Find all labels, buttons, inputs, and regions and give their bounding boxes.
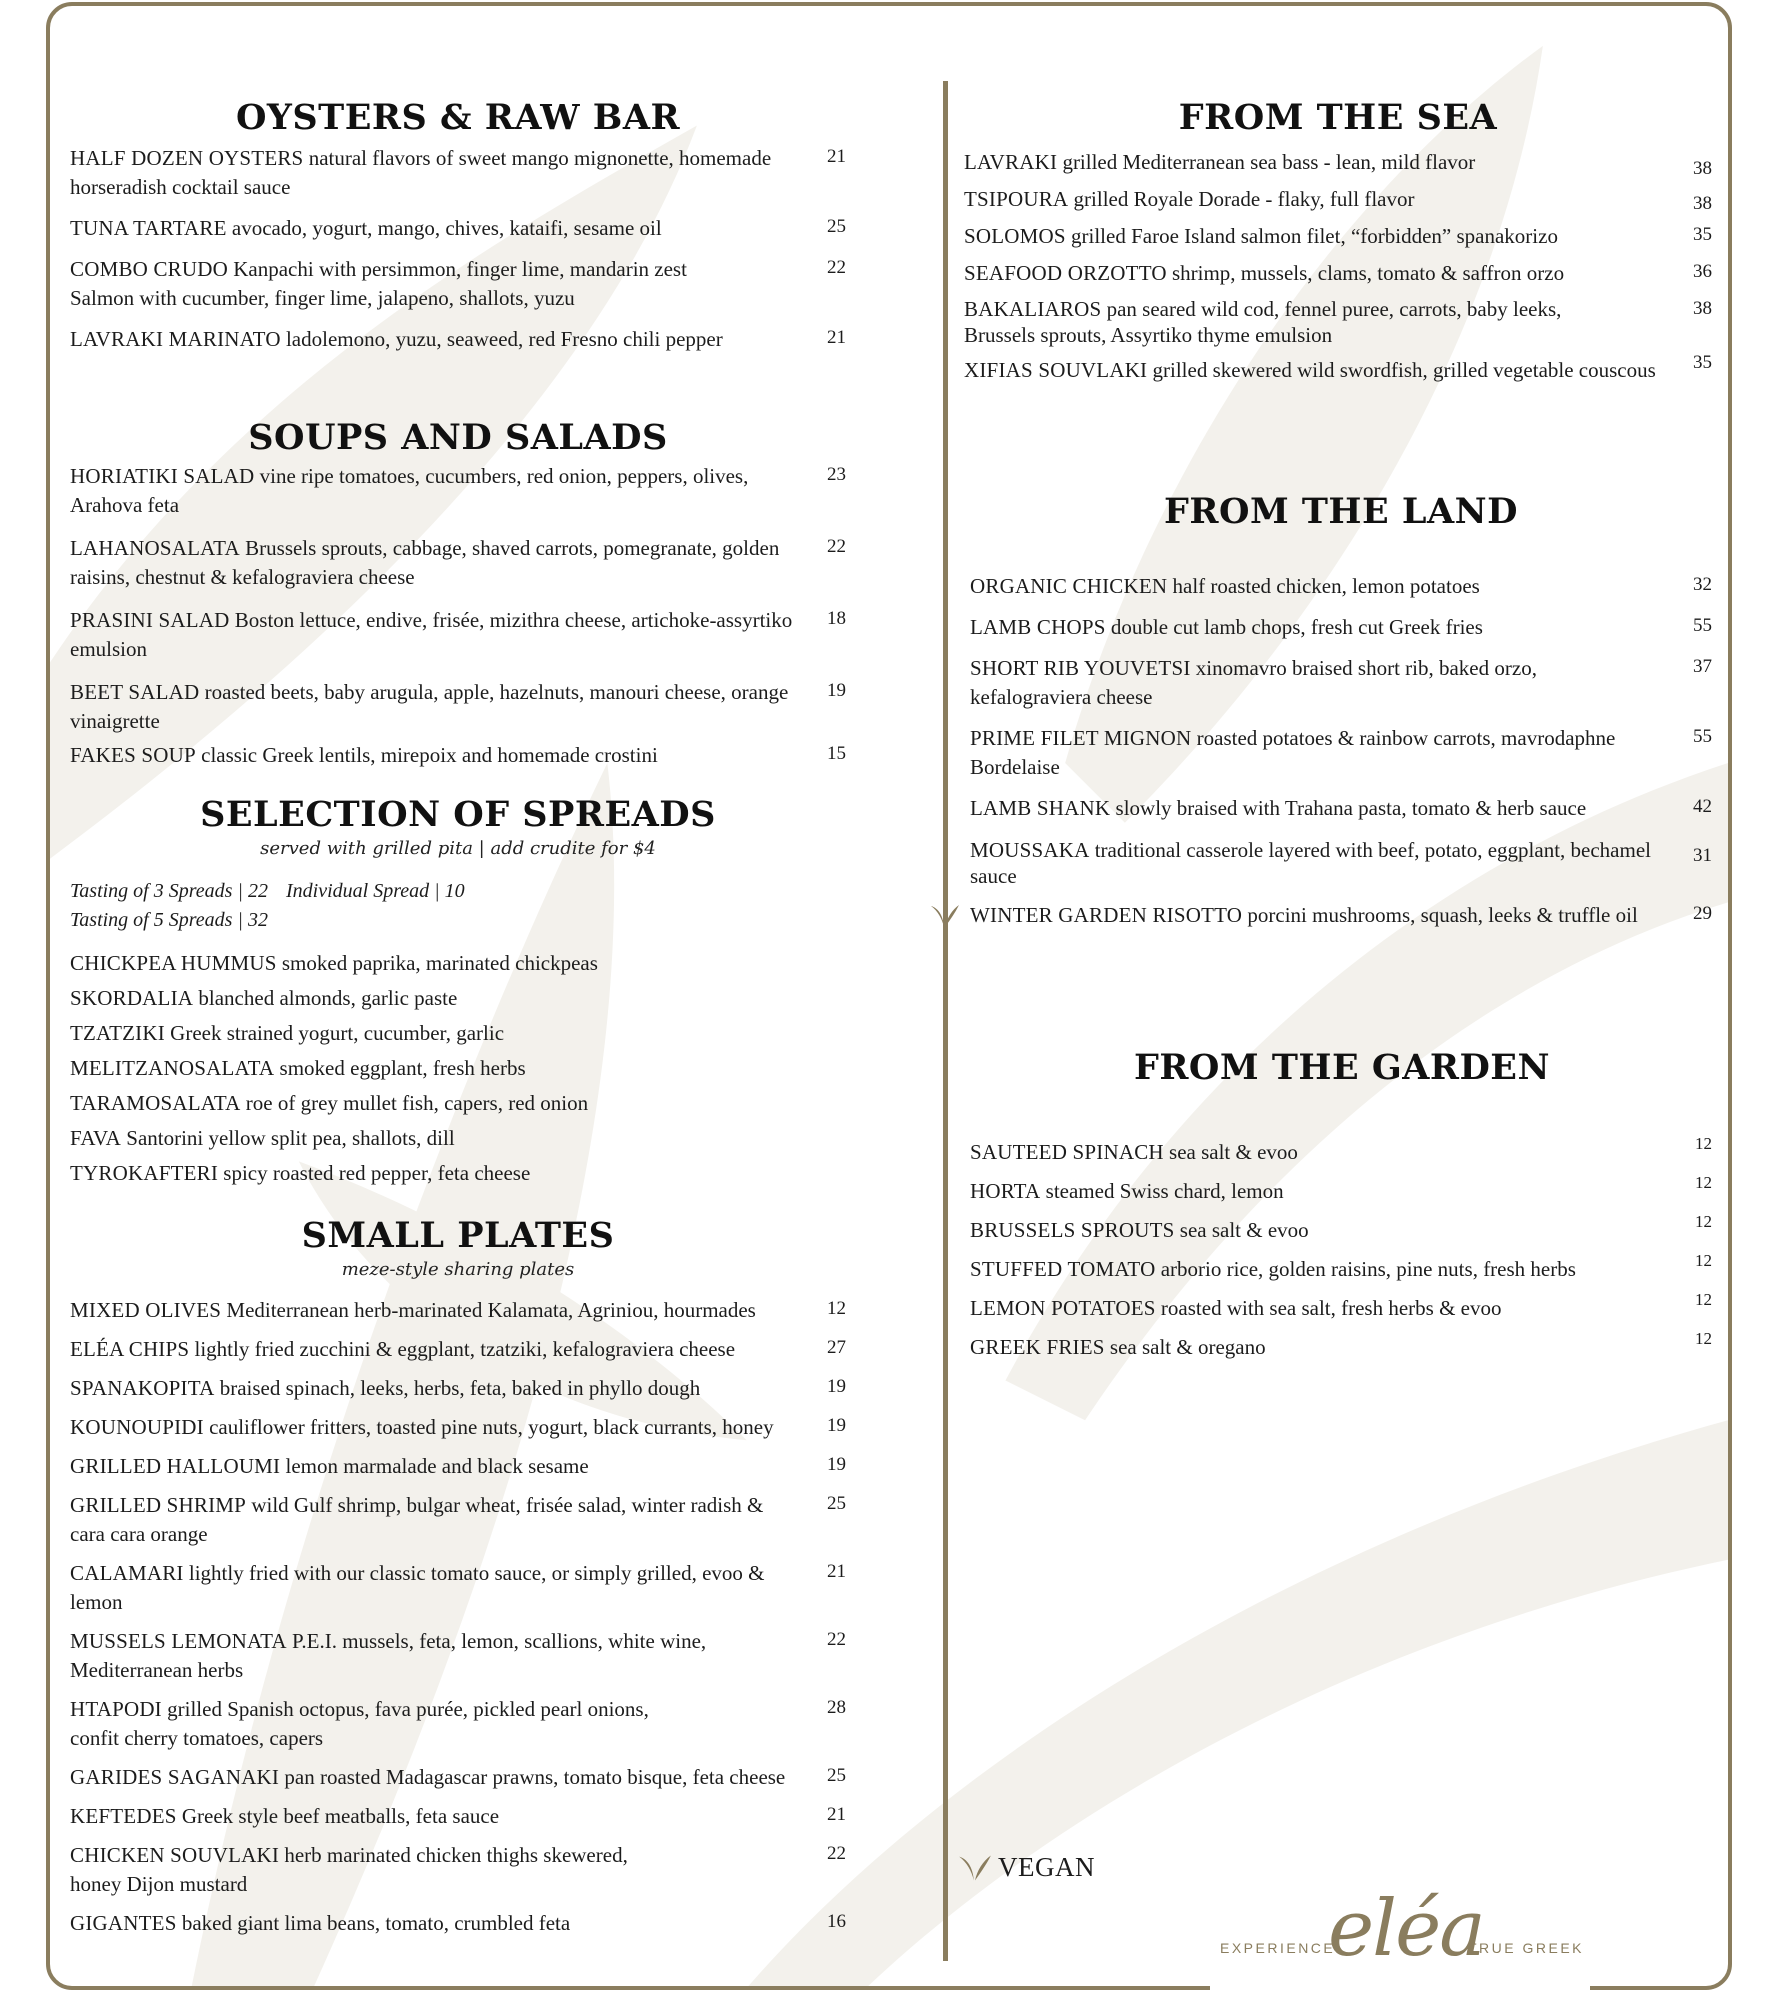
item-price: 18 xyxy=(827,608,846,629)
item-name: MOUSSAKA xyxy=(970,838,1090,862)
item-desc: Greek style beef meatballs, feta sauce xyxy=(181,1804,500,1828)
item-name: TYROKAFTERI xyxy=(70,1161,219,1185)
item-price: 36 xyxy=(1693,261,1712,282)
item-desc: spicy roasted red pepper, feta cheese xyxy=(223,1161,531,1185)
menu-item xyxy=(70,678,846,736)
item-price: 21 xyxy=(827,146,846,167)
section-subtitle: meze-style sharing plates xyxy=(341,1259,575,1280)
item-desc: lemon marmalade and black sesame xyxy=(285,1454,589,1478)
item-name: BRUSSELS SPROUTS xyxy=(970,1218,1175,1242)
item-desc: Mediterranean herb-marinated Kalamata, Agriniou, hourmades xyxy=(226,1298,756,1322)
section-from-the-garden xyxy=(964,1048,1712,1362)
item-price: 21 xyxy=(827,1561,846,1582)
item-price: 35 xyxy=(1693,224,1712,245)
item-price: 12 xyxy=(1695,1251,1712,1270)
leaf-icon xyxy=(958,1853,992,1883)
item-desc: ladolemono, yuzu, seaweed, red Fresno chili pepper xyxy=(285,327,723,351)
item-name: ELÉA CHIPS xyxy=(70,1337,190,1361)
item-name: LAHANOSALATA xyxy=(70,536,240,560)
item-desc: arborio rice, golden raisins, pine nuts, fresh herbs xyxy=(1160,1257,1576,1281)
section-spreads xyxy=(70,795,846,1188)
item-name: MIXED OLIVES xyxy=(70,1298,222,1322)
item-price: 55 xyxy=(1693,615,1712,636)
menu-item xyxy=(970,1173,1712,1206)
section-title: SELECTION OF SPREADS xyxy=(200,794,716,835)
item-name: TZATZIKI xyxy=(70,1021,165,1045)
item-name: CHICKPEA HUMMUS xyxy=(70,951,277,975)
spread-item xyxy=(70,1019,846,1048)
item-desc: roe of grey mullet fish, capers, red onion xyxy=(245,1091,589,1115)
menu-item xyxy=(70,325,846,354)
item-price: 12 xyxy=(1695,1290,1712,1309)
section-title: SMALL PLATES xyxy=(301,1215,615,1256)
item-price: 21 xyxy=(827,1804,846,1825)
item-name: WINTER GARDEN RISOTTO xyxy=(970,903,1243,927)
section-soups-salads xyxy=(70,418,846,770)
spread-item xyxy=(70,984,846,1013)
item-desc: Boston lettuce, endive, frisée, mizithra cheese, artichoke-assyrtiko emulsion xyxy=(70,608,793,661)
item-name: SKORDALIA xyxy=(70,986,194,1010)
menu-item xyxy=(70,1296,846,1325)
menu-item xyxy=(70,741,846,770)
item-price: 15 xyxy=(827,743,846,764)
section-from-the-sea xyxy=(964,98,1712,385)
item-price: 22 xyxy=(827,1629,846,1650)
item-desc: sea salt & evoo xyxy=(1169,1140,1298,1164)
item-desc: pan roasted Madagascar prawns, tomato bisque, feta cheese xyxy=(284,1765,786,1789)
menu-item xyxy=(70,1413,846,1442)
menu-item xyxy=(70,1909,846,1938)
menu-item xyxy=(70,1374,846,1403)
item-price: 22 xyxy=(827,536,846,557)
item-name: GIGANTES xyxy=(70,1911,177,1935)
item-name: TARAMOSALATA xyxy=(70,1091,241,1115)
vegan-label: VEGAN xyxy=(998,1852,1095,1882)
item-desc: grilled Mediterranean sea bass - lean, mild flavor xyxy=(1062,150,1476,174)
menu-item xyxy=(70,1335,846,1364)
item-price: 19 xyxy=(827,1454,846,1475)
menu-item xyxy=(70,1559,846,1617)
item-desc: roasted beets, baby arugula, apple, hazelnuts, manouri cheese, orange vinaigrette xyxy=(70,680,789,733)
item-price: 22 xyxy=(827,1843,846,1864)
item-name: COMBO CRUDO xyxy=(70,257,228,281)
item-price: 12 xyxy=(1695,1173,1712,1192)
item-name: SHORT RIB YOUVETSI xyxy=(970,656,1191,680)
section-title: FROM THE GARDEN xyxy=(1134,1047,1550,1088)
item-price: 35 xyxy=(1693,352,1712,373)
menu-item xyxy=(70,1627,846,1685)
item-price: 19 xyxy=(827,680,846,701)
item-desc: vine ripe tomatoes, cucumbers, red onion, peppers, olives, Arahova feta xyxy=(70,464,749,517)
item-desc: smoked paprika, marinated chickpeas xyxy=(281,951,598,975)
item-price: 27 xyxy=(827,1337,846,1358)
section-from-the-land xyxy=(964,492,1712,930)
item-price: 25 xyxy=(827,216,846,237)
item-price: 38 xyxy=(1693,298,1712,319)
menu-item xyxy=(70,144,846,202)
item-price: 12 xyxy=(1695,1212,1712,1231)
item-desc: Kanpachi with persimmon, finger lime, mandarin zest xyxy=(233,257,687,281)
item-desc: half roasted chicken, lemon potatoes xyxy=(1172,574,1480,598)
item-price: 25 xyxy=(827,1493,846,1514)
menu-item xyxy=(970,724,1712,782)
menu-item xyxy=(70,1841,846,1899)
item-name: LAMB SHANK xyxy=(970,796,1111,820)
brand-tag-right: TRUE GREEK xyxy=(1468,1940,1585,1956)
item-desc: Greek strained yogurt, cucumber, garlic xyxy=(170,1021,505,1045)
menu-item xyxy=(964,259,1712,288)
item-price: 12 xyxy=(1695,1134,1712,1153)
item-desc-line2: Salmon with cucumber, finger lime, jalapeno, shallots, yuzu xyxy=(70,286,575,310)
brand-tag-left: EXPERIENCE xyxy=(1220,1940,1336,1956)
item-desc: natural flavors of sweet mango mignonette, homemade horseradish cocktail sauce xyxy=(70,146,772,199)
menu-item xyxy=(970,1251,1712,1284)
item-desc: double cut lamb chops, fresh cut Greek fries xyxy=(1110,615,1483,639)
section-oysters xyxy=(70,98,846,354)
menu-item xyxy=(970,794,1712,823)
item-name: ORGANIC CHICKEN xyxy=(970,574,1168,598)
item-price: 42 xyxy=(1693,796,1712,817)
menu-item xyxy=(70,1452,846,1481)
spread-item xyxy=(70,1089,846,1118)
menu-item xyxy=(70,214,846,243)
item-name: FAKES SOUP xyxy=(70,743,196,767)
menu-item xyxy=(970,1290,1712,1323)
item-price: 29 xyxy=(1693,903,1712,924)
item-price: 38 xyxy=(1693,158,1712,179)
item-price: 12 xyxy=(827,1298,846,1319)
spread-item xyxy=(70,1054,846,1083)
item-name: LAVRAKI xyxy=(964,150,1058,174)
item-desc: grilled Spanish octopus, fava purée, pickled pearl onions, xyxy=(167,1697,649,1721)
item-desc: sea salt & evoo xyxy=(1179,1218,1309,1242)
item-name: LEMON POTATOES xyxy=(970,1296,1156,1320)
section-title: FROM THE LAND xyxy=(1164,491,1518,532)
item-name: BEET SALAD xyxy=(70,680,200,704)
menu-item xyxy=(964,185,1712,214)
item-name: BAKALIAROS xyxy=(964,297,1102,321)
menu-item xyxy=(970,572,1712,601)
menu-item xyxy=(970,613,1712,642)
individual-spread: Individual Spread | 10 xyxy=(286,880,465,902)
item-name: MUSSELS LEMONATA xyxy=(70,1629,287,1653)
item-name: HORIATIKI SALAD xyxy=(70,464,255,488)
item-desc: wild Gulf shrimp, bulgar wheat, frisée salad, winter radish & cara cara orange xyxy=(70,1493,764,1546)
item-name: SOLOMOS xyxy=(964,224,1066,248)
item-name: TUNA TARTARE xyxy=(70,216,227,240)
brand-logo: eléa xyxy=(1328,1884,1484,1974)
item-desc: roasted with sea salt, fresh herbs & evoo xyxy=(1160,1296,1502,1320)
item-name: XIFIAS SOUVLAKI xyxy=(964,358,1148,382)
item-price: 12 xyxy=(1695,1329,1712,1348)
menu-item xyxy=(964,148,1712,177)
item-desc: smoked eggplant, fresh herbs xyxy=(279,1056,526,1080)
item-desc: lightly fried with our classic tomato sauce, or simply grilled, evoo & lemon xyxy=(70,1561,765,1614)
item-price: 37 xyxy=(1693,656,1712,677)
menu-item xyxy=(70,462,846,520)
item-price: 16 xyxy=(827,1911,846,1932)
item-price: 28 xyxy=(827,1697,846,1718)
section-title: SOUPS AND SALADS xyxy=(248,417,668,458)
menu-item xyxy=(70,606,846,664)
spread-item xyxy=(70,1124,846,1153)
menu-item xyxy=(70,1695,846,1753)
item-name: GARIDES SAGANAKI xyxy=(70,1765,280,1789)
item-desc: lightly fried zucchini & eggplant, tzatziki, kefalograviera cheese xyxy=(194,1337,736,1361)
item-name: TSIPOURA xyxy=(964,187,1069,211)
item-name: CALAMARI xyxy=(70,1561,184,1585)
item-price: 23 xyxy=(827,464,846,485)
column-divider xyxy=(943,81,948,1961)
item-desc: traditional casserole layered with beef, potato, eggplant, bechamel sauce xyxy=(970,838,1651,888)
item-price: 19 xyxy=(827,1415,846,1436)
item-name: GREEK FRIES xyxy=(970,1335,1105,1359)
item-name: SPANAKOPITA xyxy=(70,1376,215,1400)
item-name: PRASINI SALAD xyxy=(70,608,230,632)
item-desc: P.E.I. mussels, feta, lemon, scallions, white wine, Mediterranean herbs xyxy=(70,1629,707,1682)
item-name: HALF DOZEN OYSTERS xyxy=(70,146,304,170)
item-name: GRILLED HALLOUMI xyxy=(70,1454,281,1478)
item-desc: blanched almonds, garlic paste xyxy=(198,986,458,1010)
menu-item xyxy=(70,1763,846,1792)
item-desc: roasted potatoes & rainbow carrots, mavrodaphne Bordelaise xyxy=(970,726,1616,779)
item-name: SAUTEED SPINACH xyxy=(970,1140,1164,1164)
spread-item xyxy=(70,1159,846,1188)
leaf-icon xyxy=(930,903,960,929)
item-name: LAMB CHOPS xyxy=(970,615,1106,639)
item-desc: Santorini yellow split pea, shallots, dill xyxy=(126,1126,455,1150)
item-name: LAVRAKI MARINATO xyxy=(70,327,281,351)
tasting-5: Tasting of 5 Spreads | 32 xyxy=(70,909,268,931)
item-name: KEFTEDES xyxy=(70,1804,177,1828)
menu-item xyxy=(964,296,1712,348)
item-name: FAVA xyxy=(70,1126,122,1150)
item-name: MELITZANOSALATA xyxy=(70,1056,275,1080)
item-desc: pan seared wild cod, fennel puree, carrots, baby leeks, xyxy=(1106,297,1562,321)
item-desc: sea salt & oregano xyxy=(1109,1335,1266,1359)
vegan-legend xyxy=(958,1852,1095,1883)
item-name: HORTA xyxy=(970,1179,1041,1203)
item-desc: grilled Faroe Island salmon filet, “forbidden” spanakorizo xyxy=(1071,224,1558,248)
item-desc: classic Greek lentils, mirepoix and homemade crostini xyxy=(201,743,658,767)
item-price: 55 xyxy=(1693,726,1712,747)
item-price: 38 xyxy=(1693,193,1712,214)
menu-item xyxy=(964,222,1712,251)
item-desc: shrimp, mussels, clams, tomato & saffron orzo xyxy=(1171,261,1565,285)
menu-item xyxy=(970,1134,1712,1167)
menu-item xyxy=(970,654,1712,712)
menu-item xyxy=(70,1491,846,1549)
item-name: GRILLED SHRIMP xyxy=(70,1493,247,1517)
item-name: SEAFOOD ORZOTTO xyxy=(964,261,1167,285)
item-desc-line2: Brussels sprouts, Assyrtiko thyme emulsion xyxy=(964,323,1333,347)
item-desc-line2: confit cherry tomatoes, capers xyxy=(70,1726,324,1750)
item-price: 31 xyxy=(1693,845,1712,866)
item-desc: herb marinated chicken thighs skewered, xyxy=(284,1843,628,1867)
menu-item xyxy=(70,534,846,592)
item-desc: porcini mushrooms, squash, leeks & truffle oil xyxy=(1247,903,1638,927)
section-title: OYSTERS & RAW BAR xyxy=(235,97,681,138)
menu-item xyxy=(70,1802,846,1831)
item-price: 21 xyxy=(827,327,846,348)
item-desc: avocado, yogurt, mango, chives, kataifi, sesame oil xyxy=(231,216,662,240)
menu-item xyxy=(70,255,846,313)
item-name: CHICKEN SOUVLAKI xyxy=(70,1843,280,1867)
section-small-plates xyxy=(70,1216,846,1938)
item-desc: grilled Royale Dorade - flaky, full flavor xyxy=(1073,187,1415,211)
item-price: 25 xyxy=(827,1765,846,1786)
item-desc: slowly braised with Trahana pasta, tomato & herb sauce xyxy=(1115,796,1587,820)
item-name: STUFFED TOMATO xyxy=(970,1257,1156,1281)
item-name: KOUNOUPIDI xyxy=(70,1415,204,1439)
menu-item xyxy=(970,1212,1712,1245)
item-desc: steamed Swiss chard, lemon xyxy=(1045,1179,1284,1203)
item-desc-line2: honey Dijon mustard xyxy=(70,1872,248,1896)
tasting-options xyxy=(70,877,846,935)
section-title: FROM THE SEA xyxy=(1178,97,1498,138)
menu-item xyxy=(970,837,1712,889)
item-desc: grilled skewered wild swordfish, grilled vegetable couscous xyxy=(1152,358,1656,382)
brand-footer xyxy=(1210,1880,1590,1990)
item-desc: Brussels sprouts, cabbage, shaved carrots, pomegranate, golden raisins, chestnut & kefalograviera cheese xyxy=(70,536,780,589)
item-name: PRIME FILET MIGNON xyxy=(970,726,1192,750)
item-desc: xinomavro braised short rib, baked orzo, kefalograviera cheese xyxy=(970,656,1537,709)
spread-item xyxy=(70,949,846,978)
tasting-3: Tasting of 3 Spreads | 22 xyxy=(70,880,268,902)
item-price: 19 xyxy=(827,1376,846,1397)
menu-item-vegan xyxy=(970,901,1712,930)
menu-item xyxy=(964,352,1712,385)
item-price: 22 xyxy=(827,257,846,278)
item-desc: braised spinach, leeks, herbs, feta, baked in phyllo dough xyxy=(219,1376,701,1400)
item-desc: baked giant lima beans, tomato, crumbled feta xyxy=(181,1911,571,1935)
menu-item xyxy=(970,1329,1712,1362)
item-price: 32 xyxy=(1693,574,1712,595)
section-subtitle: served with grilled pita | add crudite for $4 xyxy=(260,838,656,859)
item-name: HTAPODI xyxy=(70,1697,162,1721)
item-desc: cauliflower fritters, toasted pine nuts, yogurt, black currants, honey xyxy=(209,1415,774,1439)
